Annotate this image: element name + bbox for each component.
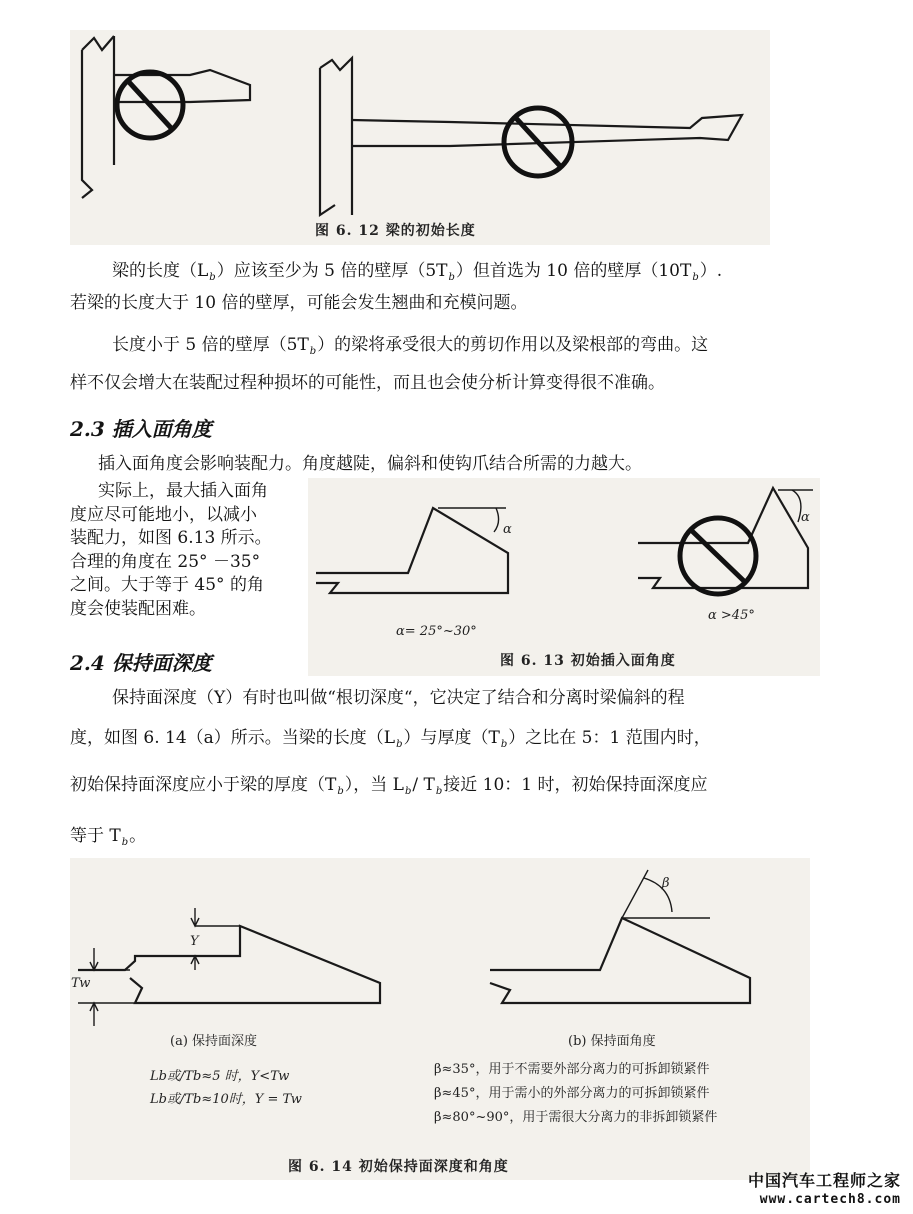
text-run: ），当 L <box>344 775 404 795</box>
beta-symbol: β <box>662 876 670 891</box>
paragraph-4-line-3 <box>70 775 708 797</box>
paragraph-1-line-2: 若梁的长度大于 10 倍的壁厚，可能会发生翘曲和充模问题。 <box>70 293 528 313</box>
figure-6-13-drawing <box>308 478 820 676</box>
subfigure-b-label: (b) 保持面角度 <box>568 1034 656 1049</box>
angle-limit-label: α >45° <box>708 608 755 623</box>
subscript: b <box>404 786 412 797</box>
note-a-1: Lb或/Tb≈5 时，Y<Tw <box>150 1069 290 1084</box>
y-dimension-label: Y <box>190 934 199 949</box>
subscript: b <box>209 272 216 283</box>
subscript: b <box>121 837 129 848</box>
text-run: ）的梁将承受很大的剪切作用以及梁根部的弯曲。这 <box>317 335 709 355</box>
watermark-line-1: 中国汽车工程师之家 <box>747 1171 901 1190</box>
alpha-symbol-right: α <box>801 510 810 525</box>
side-line-6: 度会使装配困难。 <box>70 598 206 619</box>
tw-dimension-label: Tw <box>71 976 91 991</box>
note-b-2: β≈45°，用于需小的外部分离力的可拆卸锁紧件 <box>434 1086 710 1101</box>
text-run: 接近 10：1 时，初始保持面深度应 <box>443 775 708 795</box>
text-run: ）之比在 5：1 范围内时， <box>508 728 711 748</box>
prohibited-icon-left <box>117 72 183 138</box>
section-2-3-heading: 2.3 插入面角度 <box>70 417 212 441</box>
text-run: 度，如图 6. 14（a）所示。当梁的长度（L <box>70 728 396 748</box>
figure-6-14-drawing <box>70 858 810 1180</box>
text-run: 初始保持面深度应小于梁的厚度（T <box>70 775 337 795</box>
note-b-1: β≈35°，用于不需要外部分离力的可拆卸锁紧件 <box>434 1062 710 1077</box>
text-run: 。 <box>129 826 147 846</box>
text-run: 等于 T <box>70 826 121 846</box>
subfigure-a-label: (a) 保持面深度 <box>170 1034 258 1049</box>
note-a-2: Lb或/Tb≈10时，Y = Tw <box>150 1092 302 1107</box>
side-line-3: 装配力，如图 6.13 所示。 <box>70 528 272 548</box>
text-run: / T <box>412 775 435 795</box>
alpha-symbol-left: α <box>503 522 512 537</box>
side-line-5: 之间。大于等于 45° 的角 <box>70 575 264 595</box>
prohibited-icon <box>680 518 756 594</box>
paragraph-4-line-1: 保持面深度（Y）有时也叫做“根切深度“，它决定了结合和分离时梁偏斜的程 <box>112 688 685 708</box>
figure-6-14-caption: 图 6. 14 初始保持面深度和角度 <box>288 1159 509 1175</box>
paragraph-1-line-1 <box>112 261 723 283</box>
figure-6-14 <box>70 858 810 1180</box>
subscript: b <box>435 786 443 797</box>
subscript: b <box>396 739 403 750</box>
section-2-4-heading: 2.4 保持面深度 <box>70 651 212 675</box>
paragraph-3: 插入面角度会影响装配力。角度越陡，偏斜和使钩爪结合所需的力越大。 <box>98 454 642 474</box>
watermark-line-2: www.cartech8.com <box>759 1192 901 1207</box>
subscript: b <box>309 346 317 357</box>
paragraph-2-line-1 <box>112 335 709 357</box>
figure-6-13-caption: 图 6. 13 初始插入面角度 <box>500 653 676 669</box>
paragraph-4-line-4 <box>70 826 147 848</box>
paragraph-2-line-2: 样不仅会增大在装配过程种损坏的可能性，而且也会使分析计算变得很不准确。 <box>70 373 665 393</box>
figure-6-12-drawing <box>70 30 770 245</box>
text-run: 梁的长度（L <box>112 261 209 281</box>
side-line-4: 合理的角度在 25° －35° <box>70 551 261 572</box>
subscript: b <box>500 739 508 750</box>
text-run: ）但首选为 10 倍的壁厚（10T <box>455 261 692 281</box>
text-run: ）与厚度（T <box>403 728 500 748</box>
subscript: b <box>337 786 344 797</box>
text-run: ）. <box>699 261 723 281</box>
subscript: b <box>448 272 455 283</box>
text-run: ）应该至少为 5 倍的壁厚（5T <box>216 261 448 281</box>
angle-range-label: α= 25°~30° <box>396 624 477 639</box>
text-run: 长度小于 5 倍的壁厚（5T <box>112 335 309 355</box>
side-line-2: 度应尽可能地小，以减小 <box>70 504 257 525</box>
figure-6-12 <box>70 30 770 245</box>
figure-6-12-caption: 图 6. 12 梁的初始长度 <box>315 223 476 239</box>
subscript: b <box>692 272 699 283</box>
paragraph-4-line-2 <box>70 728 711 750</box>
note-b-3: β≈80°~90°，用于需很大分离力的非拆卸锁紧件 <box>434 1110 718 1125</box>
side-line-1: 实际上，最大插入面角 <box>98 481 268 501</box>
side-paragraph <box>70 480 302 621</box>
figure-6-13 <box>308 478 820 676</box>
